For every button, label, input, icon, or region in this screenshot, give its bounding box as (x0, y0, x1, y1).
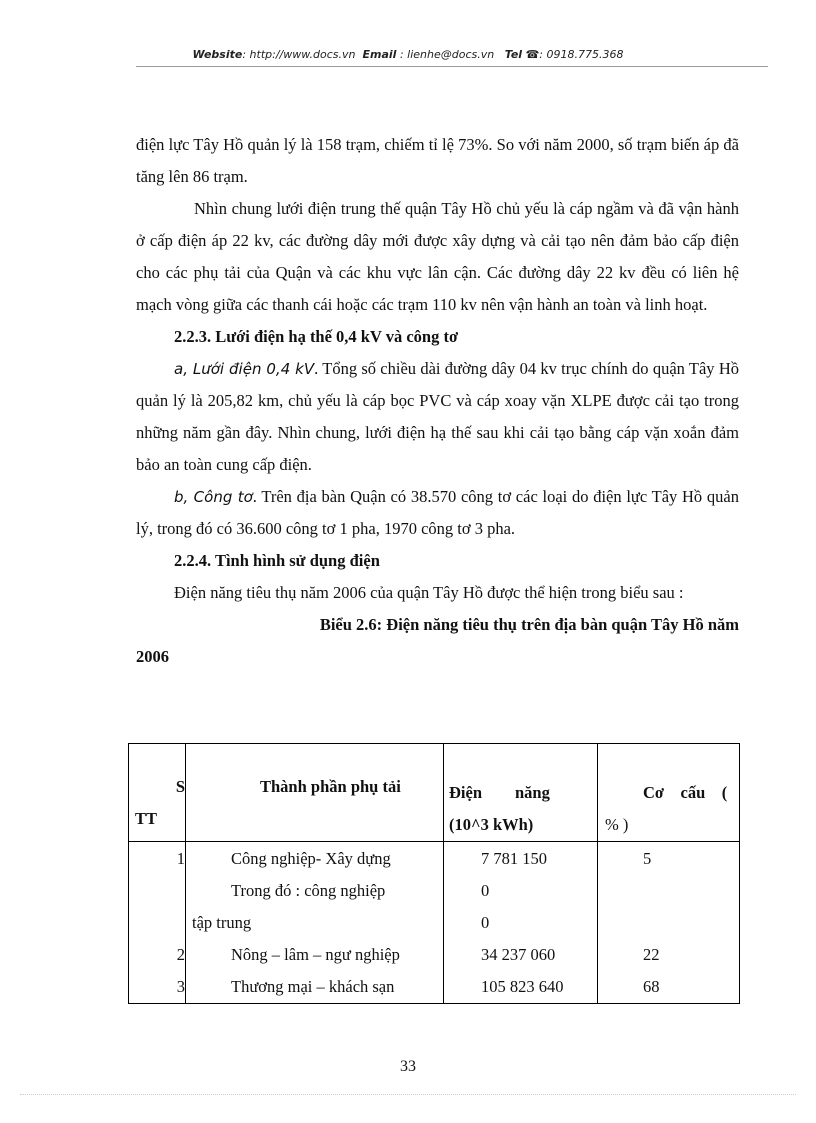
stt-cell: 1 (176, 849, 185, 868)
table-body-row (129, 842, 740, 1004)
tel-value: : 0918.775.368 (539, 48, 624, 61)
paragraph-4 (136, 481, 739, 545)
paragraph-4-label: b, Công tơ (174, 488, 253, 506)
energy-table (128, 743, 740, 1004)
component-header (186, 744, 444, 842)
share-cell: 22 (643, 945, 660, 964)
page-number: 33 (400, 1058, 416, 1075)
paragraph-2: Nhìn chung lưới điện trung thế quận Tây Hồ chủ yếu là cáp ngầm và đã vận hành ở cấp điện áp 22 kv, các đường dây mới được xây dựng và cải tạo nên đảm bảo cấp điện cho các phụ tải của Quận và các khu vực lân cận. Các đường dây 22 kv đều có liên hệ mạch vòng giữa các thanh cái hoặc các trạm 110 kv nên vận hành an toàn và linh hoạt. (136, 199, 739, 314)
table-header-row (129, 744, 740, 842)
share-column (598, 842, 740, 1004)
energy-header-line-2: (10^3 kWh) (449, 815, 534, 834)
paragraph-3-text: . Tổng số chiều dài đường dây 04 kv trục chính do quận Tây Hồ quản lý là 205,82 km, chủ yếu là cáp bọc PVC và cáp xoay vặn XLPE được cải tạo trong những năm gần đây. Nhìn chung, lưới điện hạ thế sau khi cải tạo bằng cáp vặn xoắn đảm bảo an toàn cung cấp điện. (136, 359, 739, 474)
stt-cell (129, 875, 185, 907)
stt-cell: 3 (176, 977, 185, 996)
energy-cell: 34 237 060 (481, 945, 556, 964)
energy-cell: 0 (481, 881, 490, 900)
stt-header (129, 744, 186, 842)
tel-label: Tel (504, 48, 523, 61)
component-cell: Thương mại – khách sạn (231, 977, 395, 996)
document-body (136, 129, 739, 673)
stt-column (129, 842, 186, 1004)
heading-2-2-3: 2.2.3. Lưới điện hạ thế 0,4 kV và công tơ (174, 327, 459, 346)
share-cell (643, 907, 739, 939)
stt-header-bottom: TT (135, 809, 158, 828)
energy-cell: 0 (481, 913, 490, 932)
component-cell: Công nghiệp- Xây dựng (231, 849, 391, 868)
website-label: Website (192, 48, 243, 61)
paragraph-5: Điện năng tiêu thụ năm 2006 của quận Tây Hồ được thể hiện trong biểu sau : (174, 583, 684, 602)
share-header (598, 744, 740, 842)
component-header-label: Thành phần phụ tải (260, 777, 401, 796)
paragraph-4-text: . Trên địa bàn Quận có 38.570 công tơ các loại do điện lực Tây Hồ quản lý, trong đó có 36.600 công tơ 1 pha, 1970 công tơ 3 pha. (136, 487, 739, 538)
stt-cell (129, 907, 185, 939)
paragraph-3-label: a, Lưới điện 0,4 kV (174, 360, 315, 378)
component-cell: Trong đó : công nghiệp (231, 881, 386, 900)
page-break-rule (20, 1094, 796, 1095)
energy-header (444, 744, 598, 842)
caption-line-2: 2006 (136, 647, 169, 666)
energy-column (444, 842, 598, 1004)
header-rule (136, 66, 768, 67)
component-cell: Nông – lâm – ngư nghiệp (231, 945, 400, 964)
energy-cell: 105 823 640 (481, 977, 564, 996)
paragraph-1: điện lực Tây Hồ quản lý là 158 trạm, chiếm tỉ lệ 73%. So với năm 2000, số trạm biến áp đã tăng lên 86 trạm. (136, 135, 739, 186)
component-column (186, 842, 444, 1004)
stt-header-top: S (175, 777, 185, 796)
share-cell: 5 (643, 849, 652, 868)
share-cell (643, 875, 739, 907)
share-header-line-2: % ) (605, 815, 629, 834)
energy-cell: 7 781 150 (481, 849, 547, 868)
website-url[interactable]: : http://www.docs.vn (242, 48, 356, 61)
component-cell: tập trung (192, 913, 252, 932)
table-caption (136, 609, 739, 673)
page-header (0, 48, 816, 61)
paragraph-3 (136, 353, 739, 481)
email-label: Email (362, 48, 397, 61)
share-header-line-1: Cơ cấu ( (643, 783, 728, 802)
energy-header-line-1: Điện năng (449, 783, 550, 802)
share-cell: 68 (643, 977, 660, 996)
email-value[interactable]: : lienhe@docs.vn (399, 48, 495, 61)
stt-cell: 2 (176, 945, 185, 964)
caption-line-1: Biểu 2.6: Điện năng tiêu thụ trên địa bàn quận Tây Hồ năm (319, 615, 739, 634)
heading-2-2-4: 2.2.4. Tình hình sử dụng điện (174, 551, 380, 570)
phone-icon: ☎ (525, 48, 540, 61)
